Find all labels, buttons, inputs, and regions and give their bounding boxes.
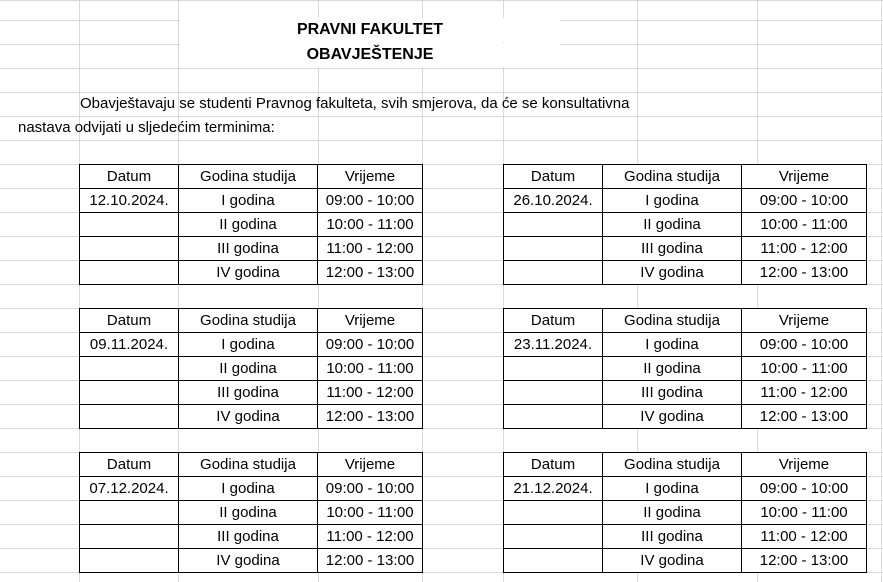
year-cell: IV godina: [603, 261, 742, 285]
table-header-row: [504, 453, 867, 477]
table-row: [80, 237, 423, 261]
time-cell: 12:00 - 13:00: [318, 261, 423, 285]
header-date: Datum: [504, 309, 603, 333]
date-cell: [504, 549, 603, 573]
time-cell: 09:00 - 10:00: [318, 189, 423, 213]
table-row: [80, 525, 423, 549]
table-header-row: [80, 309, 423, 333]
header-date: Datum: [80, 453, 179, 477]
table-header-row: [80, 453, 423, 477]
table-row: [80, 477, 423, 501]
year-cell: I godina: [603, 189, 742, 213]
schedule-table: [79, 308, 423, 429]
header-year: Godina studija: [179, 309, 318, 333]
date-cell: [80, 405, 179, 429]
year-cell: II godina: [603, 501, 742, 525]
date-cell: 21.12.2024.: [504, 477, 603, 501]
header-date: Datum: [80, 309, 179, 333]
header-time: Vrijeme: [318, 309, 423, 333]
year-cell: I godina: [179, 333, 318, 357]
date-cell: [504, 261, 603, 285]
table-row: [504, 237, 867, 261]
time-cell: 11:00 - 12:00: [318, 381, 423, 405]
intro-line-1: Obavještavaju se studenti Pravnog fakulteta, svih smjerova, da će se konsultativna: [80, 95, 630, 112]
table-row: [80, 405, 423, 429]
table-row: [504, 357, 867, 381]
date-cell: [504, 501, 603, 525]
schedule-table: [79, 164, 423, 285]
time-cell: 11:00 - 12:00: [742, 237, 867, 261]
time-cell: 12:00 - 13:00: [318, 549, 423, 573]
table-row: [80, 261, 423, 285]
date-cell: [80, 261, 179, 285]
date-cell: [80, 381, 179, 405]
date-cell: [80, 237, 179, 261]
header-time: Vrijeme: [742, 309, 867, 333]
header-year: Godina studija: [603, 453, 742, 477]
time-cell: 12:00 - 13:00: [742, 549, 867, 573]
table-row: [80, 189, 423, 213]
faculty-title: PRAVNI FAKULTET: [180, 18, 560, 42]
date-cell: [504, 357, 603, 381]
intro-line-2: nastava odvijati u sljedećim terminima:: [18, 119, 275, 136]
year-cell: II godina: [179, 357, 318, 381]
table-header-row: [80, 165, 423, 189]
date-cell: [80, 501, 179, 525]
header-year: Godina studija: [603, 309, 742, 333]
gridline-row: [0, 0, 883, 1]
table-row: [80, 549, 423, 573]
year-cell: I godina: [603, 333, 742, 357]
header-time: Vrijeme: [318, 453, 423, 477]
table-row: [504, 405, 867, 429]
header-date: Datum: [80, 165, 179, 189]
header-time: Vrijeme: [742, 453, 867, 477]
year-cell: III godina: [179, 381, 318, 405]
header-date: Datum: [504, 453, 603, 477]
year-cell: III godina: [603, 237, 742, 261]
time-cell: 10:00 - 11:00: [742, 213, 867, 237]
date-cell: [80, 357, 179, 381]
time-cell: 12:00 - 13:00: [742, 405, 867, 429]
date-cell: [504, 525, 603, 549]
time-cell: 11:00 - 12:00: [318, 525, 423, 549]
time-cell: 11:00 - 12:00: [742, 525, 867, 549]
table-header-row: [504, 165, 867, 189]
header-year: Godina studija: [179, 165, 318, 189]
year-cell: I godina: [179, 189, 318, 213]
table-row: [80, 357, 423, 381]
year-cell: IV godina: [603, 405, 742, 429]
header-year: Godina studija: [603, 165, 742, 189]
date-cell: 09.11.2024.: [80, 333, 179, 357]
table-row: [80, 213, 423, 237]
year-cell: I godina: [603, 477, 742, 501]
table-row: [504, 261, 867, 285]
schedule-table: [503, 308, 867, 429]
year-cell: IV godina: [179, 405, 318, 429]
table-row: [504, 189, 867, 213]
year-cell: IV godina: [179, 549, 318, 573]
table-row: [504, 549, 867, 573]
time-cell: 09:00 - 10:00: [742, 189, 867, 213]
table-header-row: [504, 309, 867, 333]
year-cell: III godina: [179, 525, 318, 549]
year-cell: II godina: [179, 501, 318, 525]
time-cell: 10:00 - 11:00: [742, 501, 867, 525]
time-cell: 12:00 - 13:00: [742, 261, 867, 285]
table-row: [504, 477, 867, 501]
time-cell: 09:00 - 10:00: [742, 333, 867, 357]
time-cell: 11:00 - 12:00: [742, 381, 867, 405]
date-cell: [504, 237, 603, 261]
table-row: [80, 501, 423, 525]
time-cell: 12:00 - 13:00: [318, 405, 423, 429]
time-cell: 09:00 - 10:00: [318, 333, 423, 357]
year-cell: III godina: [603, 525, 742, 549]
notice-title: OBAVJEŠTENJE: [180, 43, 560, 67]
schedule-table: [503, 452, 867, 573]
date-cell: 26.10.2024.: [504, 189, 603, 213]
date-cell: 07.12.2024.: [80, 477, 179, 501]
schedule-table: [79, 452, 423, 573]
time-cell: 09:00 - 10:00: [742, 477, 867, 501]
date-cell: [504, 381, 603, 405]
header-date: Datum: [504, 165, 603, 189]
header-time: Vrijeme: [742, 165, 867, 189]
date-cell: [80, 525, 179, 549]
date-cell: 12.10.2024.: [80, 189, 179, 213]
gridline-column: [881, 0, 882, 582]
date-cell: [80, 213, 179, 237]
time-cell: 11:00 - 12:00: [318, 237, 423, 261]
year-cell: III godina: [179, 237, 318, 261]
time-cell: 10:00 - 11:00: [318, 501, 423, 525]
date-cell: 23.11.2024.: [504, 333, 603, 357]
date-cell: [504, 405, 603, 429]
table-row: [504, 333, 867, 357]
date-cell: [504, 213, 603, 237]
year-cell: II godina: [603, 213, 742, 237]
time-cell: 09:00 - 10:00: [318, 477, 423, 501]
year-cell: II godina: [179, 213, 318, 237]
year-cell: IV godina: [179, 261, 318, 285]
time-cell: 10:00 - 11:00: [318, 357, 423, 381]
table-row: [80, 381, 423, 405]
table-row: [504, 213, 867, 237]
time-cell: 10:00 - 11:00: [742, 357, 867, 381]
gridline-row: [0, 140, 883, 141]
schedule-table: [503, 164, 867, 285]
table-row: [504, 381, 867, 405]
year-cell: IV godina: [603, 549, 742, 573]
year-cell: I godina: [179, 477, 318, 501]
header-year: Godina studija: [179, 453, 318, 477]
time-cell: 10:00 - 11:00: [318, 213, 423, 237]
table-row: [504, 525, 867, 549]
header-time: Vrijeme: [318, 165, 423, 189]
table-row: [80, 333, 423, 357]
date-cell: [80, 549, 179, 573]
table-row: [504, 501, 867, 525]
year-cell: II godina: [603, 357, 742, 381]
gridline-row: [0, 68, 883, 69]
year-cell: III godina: [603, 381, 742, 405]
